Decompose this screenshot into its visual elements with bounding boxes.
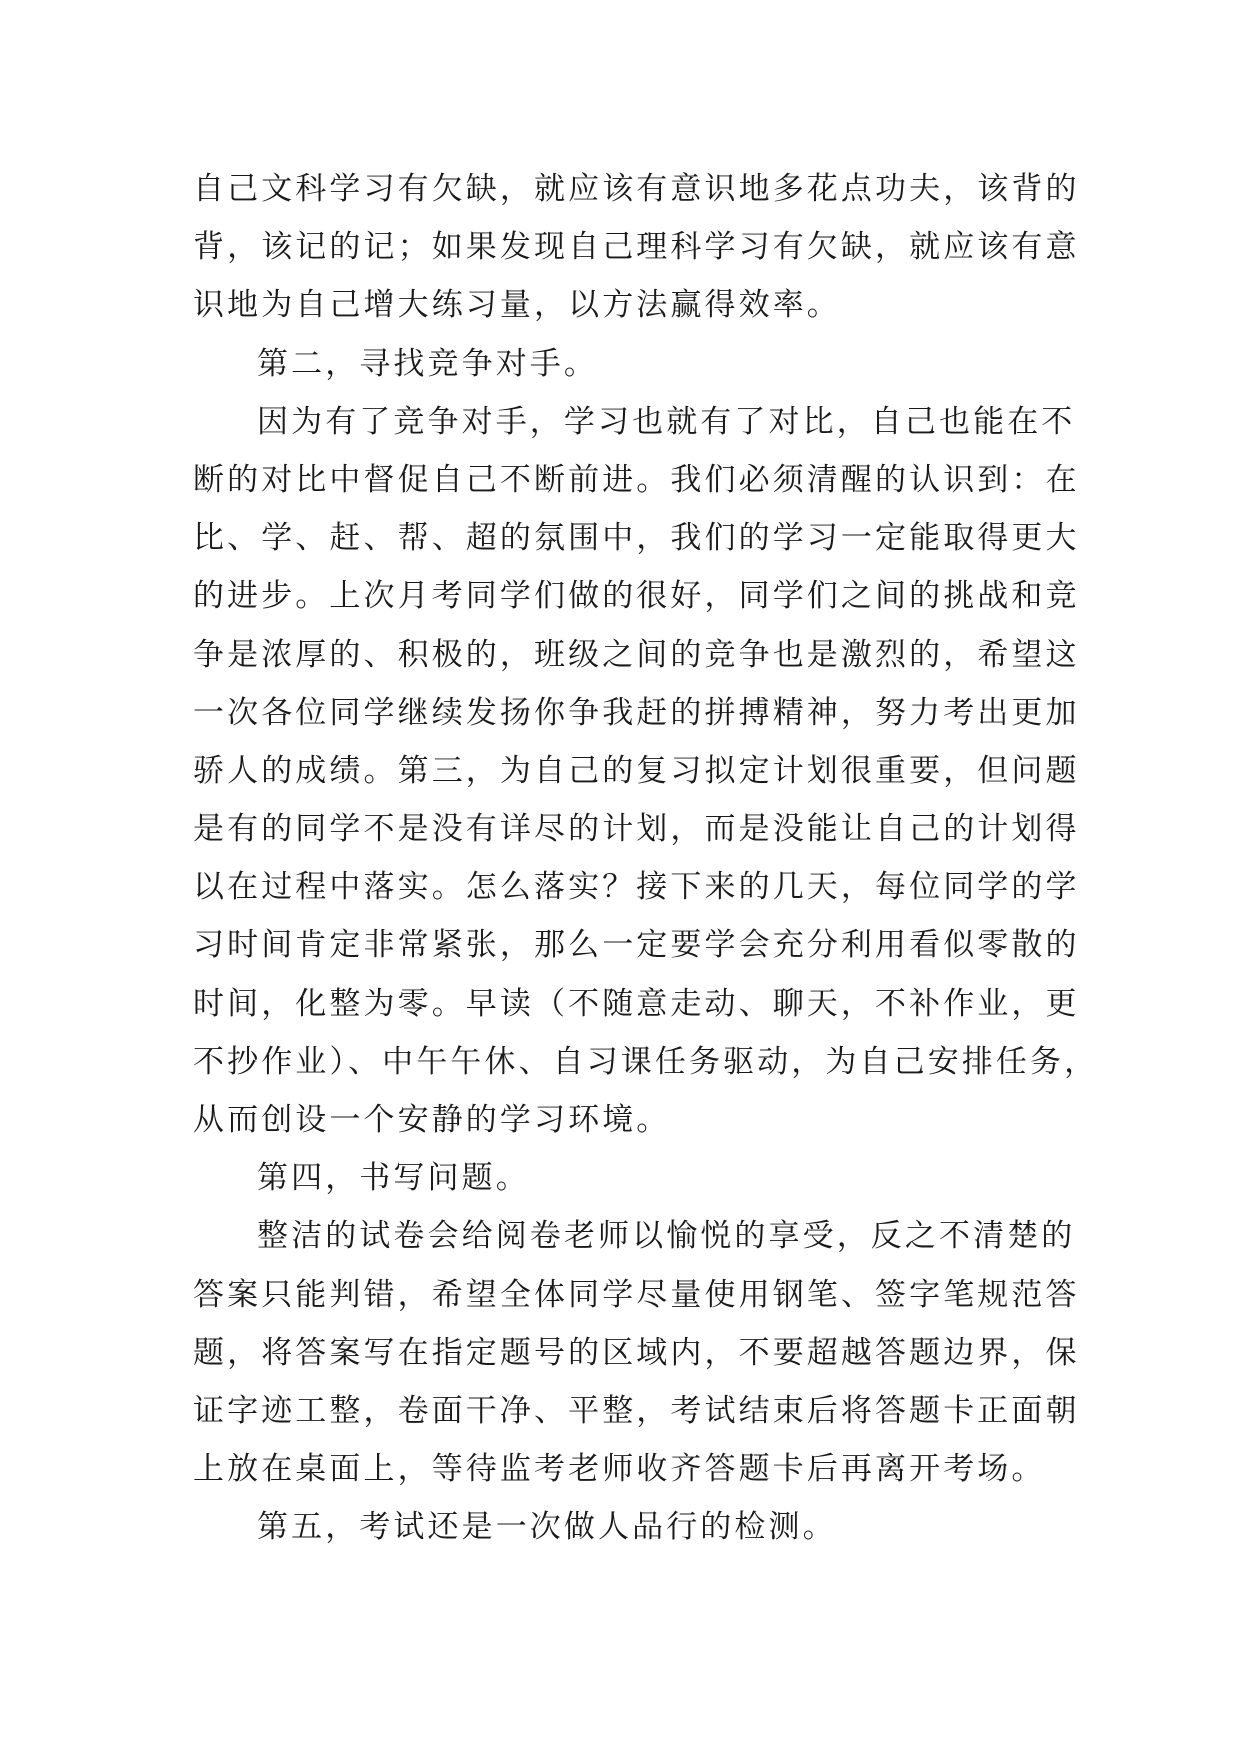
document-page bbox=[193, 160, 1099, 1557]
text-line: 证字迹工整，卷面干净、平整，考试结束后将答题卡正面朝 bbox=[193, 1392, 1080, 1429]
text-line: 骄人的成绩。第三，为自己的复习拟定计划很重要，但问题 bbox=[193, 752, 1080, 789]
text-line: 题，将答案写在指定题号的区域内，不要超越答题边界，保 bbox=[193, 1334, 1080, 1371]
text-line: 时间，化整为零。早读（不随意走动、聊天，不补作业，更 bbox=[193, 985, 1080, 1022]
text-line: 因为有了竞争对手，学习也就有了对比，自己也能在不 bbox=[257, 403, 1076, 440]
text-line: 断的对比中督促自己不断前进。我们必须清醒的认识到：在 bbox=[193, 461, 1080, 498]
text-line: 从而创设一个安静的学习环境。 bbox=[193, 1102, 671, 1138]
text-line: 争是浓厚的、积极的，班级之间的竞争也是激烈的，希望这 bbox=[193, 636, 1080, 673]
text-line: 整洁的试卷会给阅卷老师以愉悦的享受，反之不清楚的 bbox=[257, 1218, 1076, 1255]
text-line: 以在过程中落实。怎么落实？接下来的几天，每位同学的学 bbox=[193, 869, 1080, 906]
text-line: 不抄作业）、中午午休、自习课任务驱动，为自己安排任务， bbox=[193, 1043, 1099, 1080]
text-line: 是有的同学不是没有详尽的计划，而是没能让自己的计划得 bbox=[193, 811, 1080, 848]
text-line: 背，该记的记；如果发现自己理科学习有欠缺，就应该有意 bbox=[193, 229, 1080, 266]
text-line: 上放在桌面上，等待监考老师收齐答题卡后再离开考场。 bbox=[193, 1451, 1046, 1488]
section-heading: 第五，考试还是一次做人品行的检测。 bbox=[257, 1509, 837, 1546]
text-line: 的进步。上次月考同学们做的很好，同学们之间的挑战和竞 bbox=[193, 578, 1080, 615]
section-heading: 第四，书写问题。 bbox=[257, 1160, 530, 1197]
text-line: 答案只能判错，希望全体同学尽量使用钢笔、签字笔规范答 bbox=[193, 1276, 1080, 1313]
section-heading: 第二，寻找竞争对手。 bbox=[257, 345, 598, 382]
text-line: 比、学、赶、帮、超的氛围中，我们的学习一定能取得更大 bbox=[193, 520, 1080, 557]
text-line: 习时间肯定非常紧张，那么一定要学会充分利用看似零散的 bbox=[193, 927, 1080, 964]
text-line: 自己文科学习有欠缺，就应该有意识地多花点功夫，该背的 bbox=[193, 171, 1080, 207]
text-line: 识地为自己增大练习量，以方法赢得效率。 bbox=[193, 287, 841, 324]
text-line: 一次各位同学继续发扬你争我赶的拼搏精神，努力考出更加 bbox=[193, 694, 1080, 731]
